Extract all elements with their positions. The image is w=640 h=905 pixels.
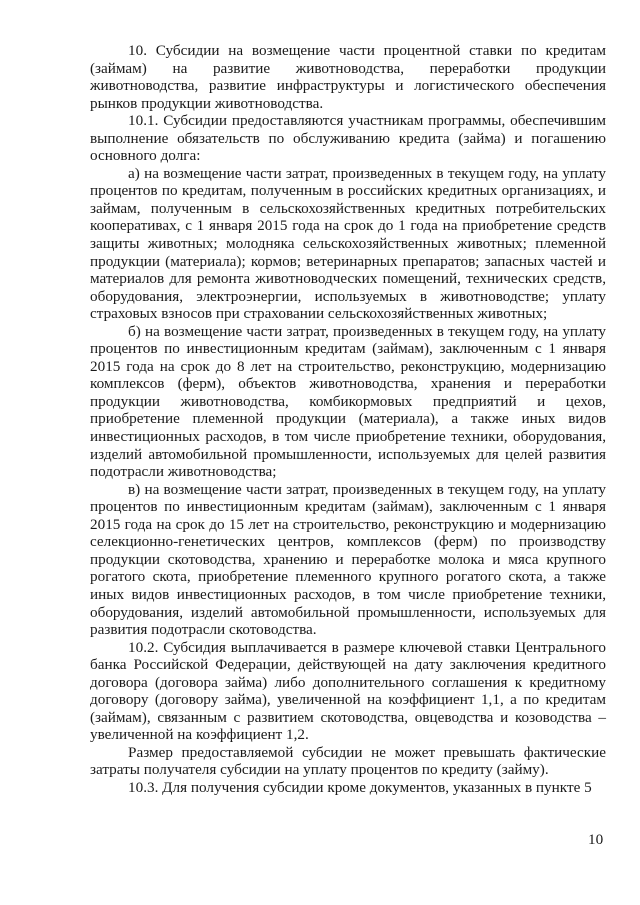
paragraph-section-10-heading: 10. Субсидии на возмещение части процентной ставки по кредитам (займам) на развитие животноводства, переработки продукции животноводства, развитие инфраструктуры и логистического обеспечения рынков продукции животноводства.	[90, 42, 606, 112]
paragraph-10-1-b: б) на возмещение части затрат, произведенных в текущем году, на уплату процентов по инвестиционным кредитам (займам), заключенным с 1 января 2015 года на срок до 8 лет на строительство, реконструкцию, модернизацию комплексов (ферм), объектов животноводства, хранения и переработки продукции животноводства, комбикормовых предприятий и цехов, приобретение племенной продукции (материала), а также иных видов инвестиционных расходов, в том числе приобретение техники, оборудования, изделий автомобильной промышленности, используемых для целей развития подотрасли животноводства;	[90, 322, 606, 481]
paragraph-10-1-v: в) на возмещение части затрат, произведенных в текущем году, на уплату процентов по инвестиционным кредитам (займам), заключенным с 1 января 2015 года на срок до 15 лет на строительство, реконструкцию и модернизацию селекционно-генетических центров, комплексов (ферм) по производству продукции скотоводства, хранению и переработке молока и мяса крупного рогатого скота, приобретение племенного крупного рогатого скота, а также иных видов инвестиционных расходов, в том числе приобретение техники, оборудования, изделий автомобильной промышленности, используемых для развития подотрасли скотоводства.	[90, 480, 606, 639]
paragraph-10-1-a: а) на возмещение части затрат, произведенных в текущем году, на уплату процентов по кредитам, полученным в российских кредитных организациях, и займам, полученным в сельскохозяйственных кредитных потребительских кооперативах, с 1 января 2015 года на срок до 1 года на приобретение средств защиты животных; молодняка сельскохозяйственных животных; племенной продукции (материала); кормов; ветеринарных препаратов; запасных частей и материалов для ремонта животноводческих помещений, технических средств, оборудования, электроэнергии, используемых в животноводстве; уплату страховых взносов при страховании сельскохозяйственных животных;	[90, 164, 606, 323]
document-body	[90, 42, 606, 797]
page-number: 10	[588, 831, 604, 848]
paragraph-10-2: 10.2. Субсидия выплачивается в размере ключевой ставки Центрального банка Российской Федерации, действующей на дату заключения кредитного договора (договора займа) либо дополнительного соглашения к кредитному договору (договору займа), увеличенной на коэффициент 1,1, а по кредитам (займам), связанным с развитием скотоводства, овцеводства и козоводства – увеличенной на коэффициент 1,2.	[90, 638, 606, 744]
paragraph-10-1: 10.1. Субсидии предоставляются участникам программы, обеспечившим выполнение обязательств по обслуживанию кредита (займа) и погашению основного долга:	[90, 112, 606, 165]
paragraph-subsidy-limit: Размер предоставляемой субсидии не может превышать фактические затраты получателя субсидии на уплату процентов по кредиту (займу).	[90, 743, 606, 779]
paragraph-10-3: 10.3. Для получения субсидии кроме документов, указанных в пункте 5	[128, 778, 592, 796]
